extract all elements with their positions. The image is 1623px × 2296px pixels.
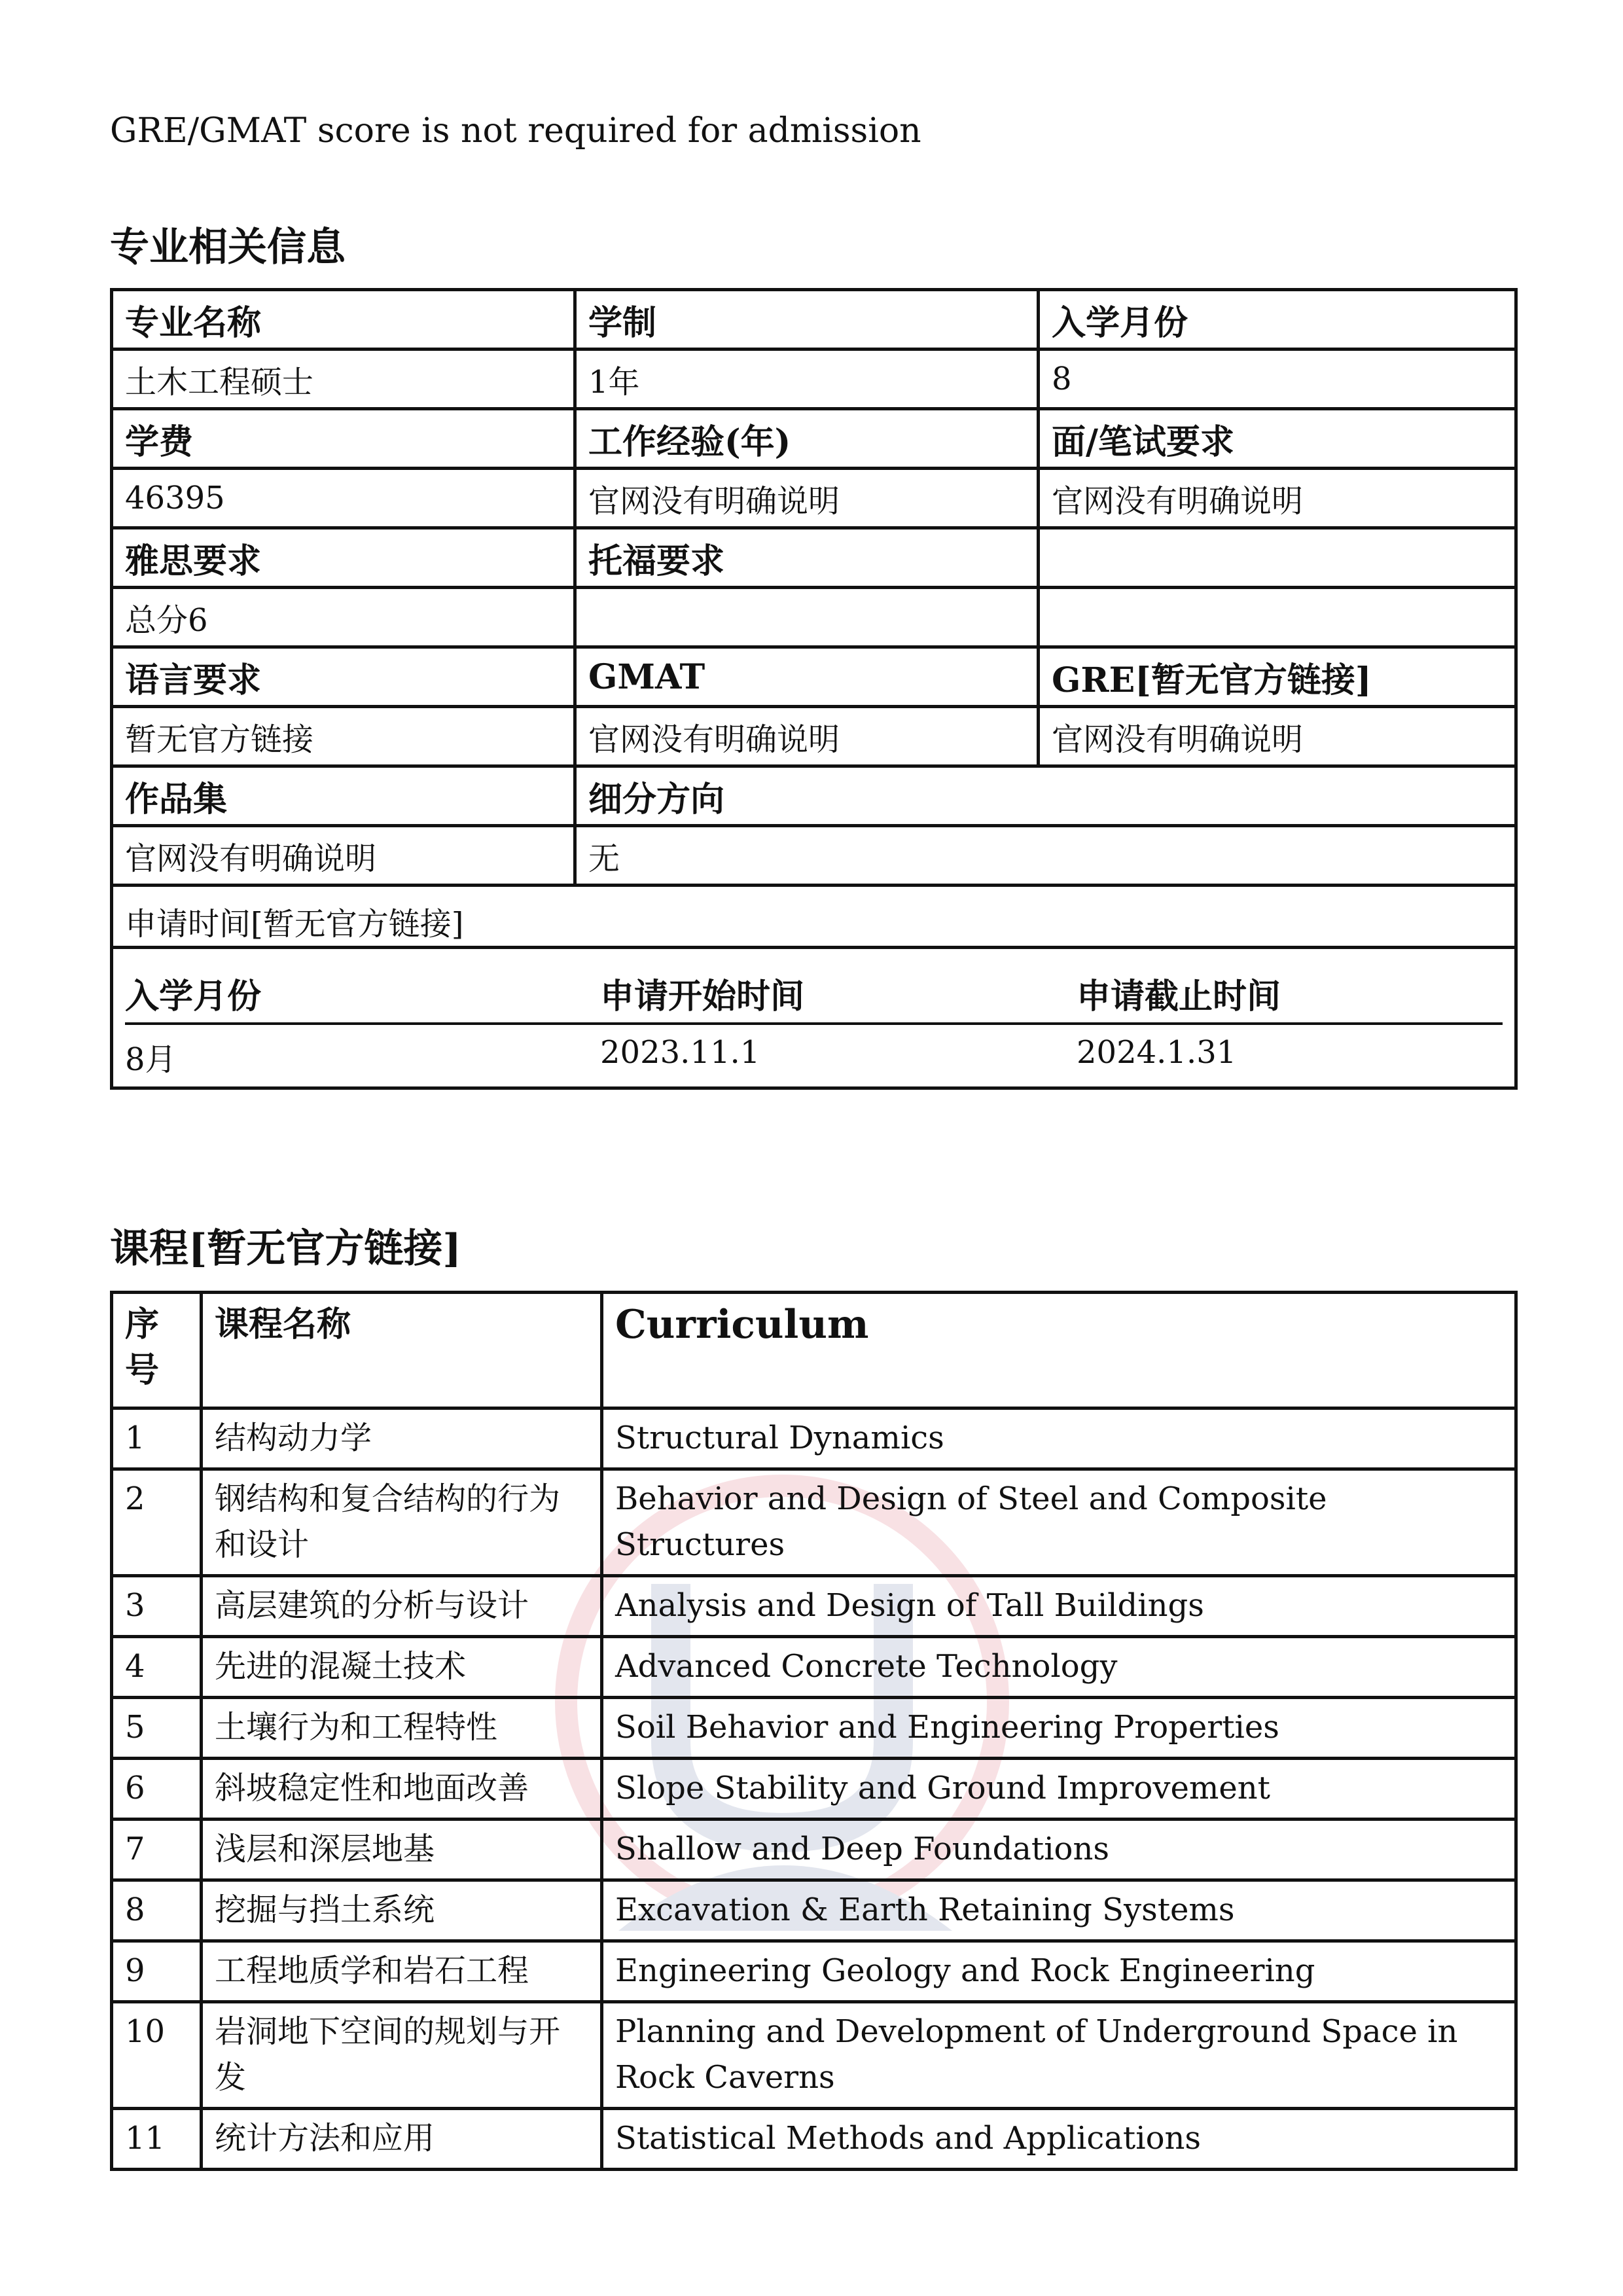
table-row	[112, 528, 1516, 588]
section-title-program-info: 专业相关信息	[110, 224, 346, 270]
value-duration: 1年	[575, 350, 1039, 409]
table-row	[112, 1759, 1516, 1820]
value-application-deadline: 2024.1.31	[1077, 1034, 1237, 1071]
table-row	[112, 1820, 1516, 1880]
label-duration: 学制	[575, 290, 1039, 350]
table-row	[112, 409, 1516, 469]
table-row	[112, 707, 1516, 766]
table-row	[112, 588, 1516, 647]
table-row	[112, 1941, 1516, 2002]
course-name-en: Slope Stability and Ground Improvement	[602, 1759, 1516, 1820]
value-intake-month: 8	[1039, 350, 1516, 409]
course-name-en: Statistical Methods and Applications	[602, 2109, 1516, 2170]
value-portfolio: 官网没有明确说明	[112, 826, 575, 886]
label-intake-month: 入学月份	[1039, 290, 1516, 350]
table-row	[112, 826, 1516, 886]
label-work-experience: 工作经验(年)	[575, 409, 1039, 469]
application-time-row	[112, 886, 1516, 1088]
course-number: 5	[112, 1698, 202, 1759]
course-name-en: Structural Dynamics	[602, 1408, 1516, 1469]
course-name-cn: 钢结构和复合结构的行为和设计	[202, 1469, 602, 1576]
header-application-start: 申请开始时间	[600, 977, 805, 1016]
value-application-start: 2023.11.1	[600, 1034, 760, 1071]
table-row	[112, 2002, 1516, 2109]
label-specialization: 细分方向	[575, 766, 1516, 826]
course-name-cn: 统计方法和应用	[202, 2109, 602, 2170]
value-tuition: 46395	[112, 469, 575, 528]
label-tuition: 学费	[112, 409, 575, 469]
value-gmat: 官网没有明确说明	[575, 707, 1039, 766]
value-ielts: 总分6	[112, 588, 575, 647]
course-name-cn: 岩洞地下空间的规划与开发	[202, 2002, 602, 2109]
label-language: 语言要求	[112, 647, 575, 707]
course-name-cn: 浅层和深层地基	[202, 1820, 602, 1880]
course-name-cn: 挖掘与挡土系统	[202, 1880, 602, 1941]
course-number: 6	[112, 1759, 202, 1820]
header-course-name: 课程名称	[202, 1293, 602, 1408]
course-number: 4	[112, 1637, 202, 1698]
application-time-cell	[112, 886, 1516, 1088]
table-row	[112, 469, 1516, 528]
application-time-box	[113, 887, 1514, 1086]
course-name-cn: 高层建筑的分析与设计	[202, 1576, 602, 1637]
header-number: 序号	[112, 1293, 202, 1408]
course-name-en: Soil Behavior and Engineering Properties	[602, 1698, 1516, 1759]
application-time-title: 申请时间[暂无官方链接]	[125, 906, 464, 942]
course-name-en: Excavation & Earth Retaining Systems	[602, 1880, 1516, 1941]
label-ielts: 雅思要求	[112, 528, 575, 588]
course-name-en: Behavior and Design of Steel and Composite Structures	[602, 1469, 1516, 1576]
divider	[113, 946, 1514, 949]
value-program-name: 土木工程硕士	[112, 350, 575, 409]
course-number: 10	[112, 2002, 202, 2109]
header-intake-month: 入学月份	[125, 977, 262, 1016]
course-name-en: Shallow and Deep Foundations	[602, 1820, 1516, 1880]
table-row	[112, 290, 1516, 350]
course-name-en: Engineering Geology and Rock Engineering	[602, 1941, 1516, 2002]
table-row	[112, 647, 1516, 707]
course-number: 3	[112, 1576, 202, 1637]
course-number: 1	[112, 1408, 202, 1469]
table-row	[112, 350, 1516, 409]
course-name-en: Analysis and Design of Tall Buildings	[602, 1576, 1516, 1637]
program-info-table	[110, 288, 1518, 1090]
section-title-courses: 课程[暂无官方链接]	[110, 1226, 461, 1272]
course-name-cn: 先进的混凝土技术	[202, 1637, 602, 1698]
admission-note: GRE/GMAT score is not required for admission	[110, 111, 921, 151]
label-interview-requirement: 面/笔试要求	[1039, 409, 1516, 469]
table-row	[112, 2109, 1516, 2170]
course-name-en: Planning and Development of Underground Space in Rock Caverns	[602, 2002, 1516, 2109]
divider	[125, 1022, 1503, 1025]
value-language: 暂无官方链接	[112, 707, 575, 766]
table-row	[112, 1408, 1516, 1469]
course-name-en: Advanced Concrete Technology	[602, 1637, 1516, 1698]
value-work-experience: 官网没有明确说明	[575, 469, 1039, 528]
table-header-row	[112, 1293, 1516, 1408]
course-number: 7	[112, 1820, 202, 1880]
table-row	[112, 1637, 1516, 1698]
table-row	[112, 1880, 1516, 1941]
header-application-deadline: 申请截止时间	[1077, 977, 1281, 1016]
label-empty	[1039, 528, 1516, 588]
header-curriculum: Curriculum	[602, 1293, 1516, 1408]
course-number: 9	[112, 1941, 202, 2002]
label-program-name: 专业名称	[112, 290, 575, 350]
course-number: 11	[112, 2109, 202, 2170]
label-toefl: 托福要求	[575, 528, 1039, 588]
course-number: 8	[112, 1880, 202, 1941]
course-name-cn: 土壤行为和工程特性	[202, 1698, 602, 1759]
label-gmat: GMAT	[575, 647, 1039, 707]
courses-table	[110, 1291, 1518, 2171]
value-specialization: 无	[575, 826, 1516, 886]
label-gre: GRE[暂无官方链接]	[1039, 647, 1516, 707]
value-intake-month-app: 8月	[125, 1041, 177, 1078]
course-name-cn: 工程地质学和岩石工程	[202, 1941, 602, 2002]
value-gre: 官网没有明确说明	[1039, 707, 1516, 766]
table-row	[112, 1576, 1516, 1637]
value-toefl	[575, 588, 1039, 647]
table-row	[112, 766, 1516, 826]
label-portfolio: 作品集	[112, 766, 575, 826]
table-row	[112, 1698, 1516, 1759]
value-empty	[1039, 588, 1516, 647]
course-number: 2	[112, 1469, 202, 1576]
course-name-cn: 结构动力学	[202, 1408, 602, 1469]
table-row	[112, 1469, 1516, 1576]
value-interview-requirement: 官网没有明确说明	[1039, 469, 1516, 528]
course-name-cn: 斜坡稳定性和地面改善	[202, 1759, 602, 1820]
